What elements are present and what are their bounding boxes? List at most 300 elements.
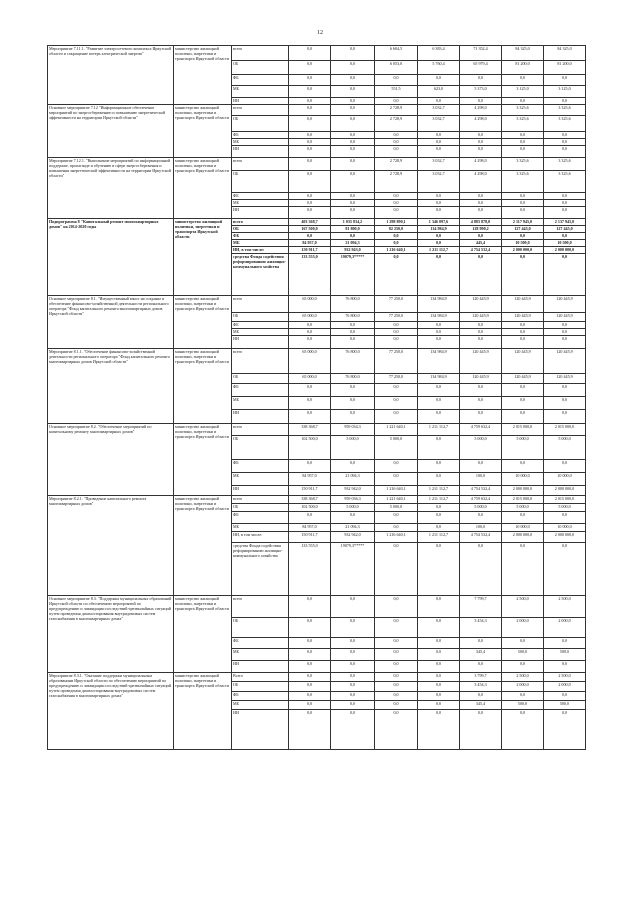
amount-cell: 127 445,0 bbox=[502, 226, 544, 233]
amount-cell: 0,0 bbox=[418, 329, 460, 336]
amount-cell: 0,0 bbox=[289, 701, 331, 710]
amount-cell: 0,0 bbox=[502, 254, 544, 296]
amount-cell: 1 216 640,1 bbox=[375, 486, 418, 496]
amount-cell: 0,0 bbox=[544, 193, 586, 200]
amount-cell: 0,0 bbox=[375, 240, 418, 247]
funding-source: ИИ bbox=[232, 146, 289, 158]
amount-cell: 0,0 bbox=[289, 512, 331, 524]
amount-cell: 5 000,0 bbox=[331, 504, 375, 512]
amount-cell: 0,0 bbox=[418, 336, 460, 349]
amount-cell: 0,0 bbox=[460, 692, 502, 701]
amount-cell: 76 800,0 bbox=[331, 349, 375, 374]
amount-cell: 1 221 640,1 bbox=[375, 496, 418, 504]
amount-cell: 76 800,0 bbox=[331, 374, 375, 384]
amount-cell: 0,0 bbox=[289, 329, 331, 336]
amount-cell: 3 454,3 bbox=[460, 618, 502, 638]
amount-cell: 0,0 bbox=[418, 254, 460, 296]
amount-cell: 0,0 bbox=[289, 132, 331, 139]
amount-cell: 84 957,0 bbox=[289, 473, 331, 486]
amount-cell: 0,0 bbox=[418, 649, 460, 661]
amount-cell: 2 000,0 bbox=[502, 682, 544, 692]
activity-name: Мероприятие 8.3.1. "Оказание поддержки муниципальным образованиям Иркутской области по обеспечению мероприятий по предупреждению и ликвидации последствий чрезвычайных ситуаций путем проведения диагностирования внутридомовых систем газоснабжения в многоквартирных домах" bbox=[48, 673, 174, 750]
amount-cell: 0,0 bbox=[418, 638, 460, 649]
amount-cell: 0,0 bbox=[460, 710, 502, 750]
amount-cell: 0,0 bbox=[502, 193, 544, 200]
table-body bbox=[48, 46, 586, 750]
amount-cell: 3 032,7 bbox=[418, 158, 460, 171]
funding-source: ФБ bbox=[232, 132, 289, 139]
amount-cell: 2 728,9 bbox=[375, 158, 418, 171]
amount-cell: 0,0 bbox=[418, 543, 460, 596]
amount-cell: 120 445,9 bbox=[460, 313, 502, 322]
amount-cell: 0,0 bbox=[375, 139, 418, 146]
amount-cell: 0,0 bbox=[418, 139, 460, 146]
amount-cell: 3 032,7 bbox=[418, 171, 460, 193]
amount-cell: 7 799,7 bbox=[460, 596, 502, 618]
amount-cell: 120 445,9 bbox=[460, 349, 502, 374]
amount-cell: 84 325,0 bbox=[502, 46, 544, 61]
amount-cell: 0,0 bbox=[502, 638, 544, 649]
amount-cell: 120 445,9 bbox=[544, 296, 586, 313]
executor: министерство жилищной политики, энергетики и транспорта Иркутской области bbox=[174, 424, 232, 496]
amount-cell: 0,0 bbox=[289, 139, 331, 146]
executor: министерство жилищной политики, энергетики и транспорта Иркутской области bbox=[174, 296, 232, 349]
amount-cell: 0,0 bbox=[418, 98, 460, 105]
activity-name: Мероприятие 7.12.1. "Выполнение мероприятий по информационной поддержке, пропаганде и обучению в сфере энергосбережения и повышения энергетической эффективности на территории Иркутской области" bbox=[48, 158, 174, 219]
amount-cell: 0,0 bbox=[331, 384, 375, 397]
amount-cell: 0,0 bbox=[418, 240, 460, 247]
amount-cell: 120 445,9 bbox=[544, 349, 586, 374]
amount-cell: 84 957,0 bbox=[289, 524, 331, 532]
amount-cell: 1 216 640,1 bbox=[375, 247, 418, 254]
funding-source: ОБ bbox=[232, 374, 289, 384]
table-row bbox=[48, 219, 586, 226]
amount-cell: 4 298,0 bbox=[460, 171, 502, 193]
amount-cell: 0,0 bbox=[502, 661, 544, 673]
funding-source: ИИ bbox=[232, 410, 289, 424]
amount-cell: 0,0 bbox=[460, 410, 502, 424]
amount-cell: 65 000,0 bbox=[289, 296, 331, 313]
amount-cell: 6 383,4 bbox=[418, 46, 460, 61]
amount-cell: 0,0 bbox=[502, 329, 544, 336]
amount-cell: 5 000,0 bbox=[502, 504, 544, 512]
amount-cell: 959 034,3 bbox=[331, 424, 375, 436]
amount-cell: 0,0 bbox=[331, 132, 375, 139]
amount-cell: 0,0 bbox=[289, 207, 331, 219]
funding-source: всего bbox=[232, 424, 289, 436]
amount-cell: 0,0 bbox=[289, 673, 331, 682]
amount-cell: 0,0 bbox=[375, 410, 418, 424]
amount-cell: 21 094,3 bbox=[331, 524, 375, 532]
amount-cell: 0,0 bbox=[502, 543, 544, 596]
amount-cell: 623,0 bbox=[418, 86, 460, 98]
activity-name: Основное мероприятие 8.2. "Обеспечение мероприятий по капитальному ремонту многоквартирных домов" bbox=[48, 424, 174, 496]
amount-cell: 0,0 bbox=[544, 200, 586, 207]
amount-cell: 932 943,0 bbox=[331, 247, 375, 254]
amount-cell: 0,0 bbox=[544, 638, 586, 649]
amount-cell: 120 445,9 bbox=[502, 374, 544, 384]
funding-source: ФБ bbox=[232, 75, 289, 86]
executor: министерство жилищной политики, энергетики и транспорта Иркутской области bbox=[174, 673, 232, 750]
amount-cell: 0,0 bbox=[460, 193, 502, 200]
amount-cell: 0,0 bbox=[502, 692, 544, 701]
funding-source: МБ bbox=[232, 240, 289, 247]
amount-cell: 0,0 bbox=[375, 200, 418, 207]
amount-cell: 2 000,0 bbox=[502, 618, 544, 638]
amount-cell: 0,0 bbox=[544, 329, 586, 336]
amount-cell: 84 957,0 bbox=[289, 240, 331, 247]
amount-cell: 2 000,0 bbox=[544, 618, 586, 638]
amount-cell: 0,0 bbox=[331, 171, 375, 193]
funding-source: ФБ bbox=[232, 692, 289, 701]
funding-source: МБ bbox=[232, 397, 289, 410]
table-row bbox=[48, 673, 586, 682]
amount-cell: 76 800,0 bbox=[331, 296, 375, 313]
amount-cell: 0,0 bbox=[418, 512, 460, 524]
amount-cell: 0,0 bbox=[331, 410, 375, 424]
amount-cell: 0,0 bbox=[460, 139, 502, 146]
amount-cell: 71 352,4 bbox=[460, 46, 502, 61]
amount-cell: 2 000 000,0 bbox=[544, 486, 586, 496]
amount-cell: 0,0 bbox=[375, 596, 418, 618]
amount-cell: 2 000 000,0 bbox=[544, 247, 586, 254]
amount-cell: 1 216 640,1 bbox=[375, 532, 418, 543]
amount-cell: 6 053,0 bbox=[375, 61, 418, 75]
funding-source: ФБ bbox=[232, 384, 289, 397]
amount-cell: 0,0 bbox=[460, 146, 502, 158]
amount-cell: 2 015 000,0 bbox=[502, 424, 544, 436]
amount-cell: 0,0 bbox=[418, 692, 460, 701]
amount-cell: 120 445,9 bbox=[502, 296, 544, 313]
activity-name: Мероприятие 8.1.1. "Обеспечение финансово-хозяйственной деятельности регионального оператора "Фонд капитального ремонта многоквартирных домов Иркутской области" bbox=[48, 349, 174, 424]
amount-cell: 120 445,9 bbox=[544, 313, 586, 322]
amount-cell: 0,0 bbox=[502, 233, 544, 240]
amount-cell: 150 911,7 bbox=[289, 532, 331, 543]
amount-cell: 0,0 bbox=[375, 460, 418, 473]
amount-cell: 0,0 bbox=[289, 86, 331, 98]
amount-cell: 3 325,6 bbox=[502, 116, 544, 132]
amount-cell: 0,0 bbox=[331, 46, 375, 61]
funding-source: МБ bbox=[232, 86, 289, 98]
amount-cell: 77 250,0 bbox=[375, 374, 418, 384]
amount-cell: 0,0 bbox=[460, 661, 502, 673]
amount-cell: 0,0 bbox=[375, 618, 418, 638]
amount-cell: 76 800,0 bbox=[331, 313, 375, 322]
amount-cell: 0,0 bbox=[375, 322, 418, 329]
amount-cell: 0,0 bbox=[544, 75, 586, 86]
amount-cell: 0,0 bbox=[375, 661, 418, 673]
amount-cell: 133 555,0 bbox=[289, 254, 331, 296]
amount-cell: 0,0 bbox=[460, 460, 502, 473]
funding-source: всего bbox=[232, 219, 289, 226]
amount-cell: 500,0 bbox=[544, 701, 586, 710]
amount-cell: 5 000,0 bbox=[502, 436, 544, 460]
amount-cell: 0,0 bbox=[418, 710, 460, 750]
amount-cell: 0,0 bbox=[544, 543, 586, 596]
amount-cell: 0,0 bbox=[418, 596, 460, 618]
amount-cell: 3 799,7 bbox=[460, 673, 502, 682]
amount-cell: 0,0 bbox=[502, 200, 544, 207]
amount-cell: 2 728,9 bbox=[375, 171, 418, 193]
amount-cell: 932 942,0 bbox=[331, 532, 375, 543]
amount-cell: 4 883 878,0 bbox=[460, 219, 502, 226]
amount-cell: 0,0 bbox=[418, 397, 460, 410]
funding-source: всего bbox=[232, 158, 289, 171]
funding-source: всего bbox=[232, 105, 289, 116]
amount-cell: 0,0 bbox=[331, 233, 375, 240]
amount-cell: 81 200,0 bbox=[544, 61, 586, 75]
amount-cell: 0,0 bbox=[502, 460, 544, 473]
amount-cell: 0,0 bbox=[331, 116, 375, 132]
amount-cell: 0,0 bbox=[460, 254, 502, 296]
amount-cell: 0,0 bbox=[502, 397, 544, 410]
amount-cell: 2 500,0 bbox=[544, 673, 586, 682]
amount-cell: 0,0 bbox=[375, 329, 418, 336]
amount-cell: 0,0 bbox=[289, 61, 331, 75]
amount-cell: 0,0 bbox=[418, 524, 460, 532]
amount-cell: 445,4 bbox=[460, 240, 502, 247]
executor: министерство жилищной политики, энергетики и транспорта Иркутской области bbox=[174, 219, 232, 296]
amount-cell: 2 137 945,0 bbox=[544, 219, 586, 226]
amount-cell: 0,0 bbox=[375, 336, 418, 349]
amount-cell: 4 754 532,4 bbox=[460, 247, 502, 254]
funding-source: МБ bbox=[232, 524, 289, 532]
amount-cell: 3 325,6 bbox=[502, 105, 544, 116]
amount-cell: 0,0 bbox=[502, 207, 544, 219]
amount-cell: 0,0 bbox=[331, 682, 375, 692]
amount-cell: 10 500,0 bbox=[502, 240, 544, 247]
table-row bbox=[48, 496, 586, 504]
amount-cell: 0,0 bbox=[331, 139, 375, 146]
amount-cell: 0,0 bbox=[460, 233, 502, 240]
amount-cell: 5 000,0 bbox=[544, 504, 586, 512]
amount-cell: 3 325,6 bbox=[502, 158, 544, 171]
amount-cell: 0,0 bbox=[375, 75, 418, 86]
amount-cell: 0,0 bbox=[289, 105, 331, 116]
amount-cell: 21 094,3 bbox=[331, 240, 375, 247]
activity-name: Основное мероприятие 8.1. "Имущественный взнос на создание и обеспечение финансово-хозяйственной деятельности регионального оператора "Фонд капитального ремонта многоквартирных домов Иркутской области" bbox=[48, 296, 174, 349]
amount-cell: 84 325,0 bbox=[544, 46, 586, 61]
funding-source: ФБ bbox=[232, 638, 289, 649]
funding-source: ОБ bbox=[232, 618, 289, 638]
amount-cell: 1 211 112,7 bbox=[418, 496, 460, 504]
amount-cell: 0,0 bbox=[289, 336, 331, 349]
amount-cell: 2 000 000,0 bbox=[502, 247, 544, 254]
amount-cell: 0,0 bbox=[502, 384, 544, 397]
amount-cell: 0,0 bbox=[375, 701, 418, 710]
amount-cell: 0,0 bbox=[502, 512, 544, 524]
table-row bbox=[48, 424, 586, 436]
amount-cell: 5 000,0 bbox=[375, 436, 418, 460]
amount-cell: 0,0 bbox=[418, 132, 460, 139]
amount-cell: 3 325,6 bbox=[544, 105, 586, 116]
amount-cell: 500,0 bbox=[544, 649, 586, 661]
amount-cell: 5 000,0 bbox=[375, 504, 418, 512]
amount-cell: 0,0 bbox=[418, 410, 460, 424]
amount-cell: 3 032,7 bbox=[418, 105, 460, 116]
funding-source: ИИ bbox=[232, 336, 289, 349]
amount-cell: 0,0 bbox=[460, 638, 502, 649]
amount-cell: 81 200,0 bbox=[502, 61, 544, 75]
amount-cell: 0,0 bbox=[289, 410, 331, 424]
activity-name: Подпрограмма 8 "Капитальный ремонт многоквартирных домов" на 2014-2020 годы bbox=[48, 219, 174, 296]
funding-source: Всего bbox=[232, 673, 289, 682]
amount-cell: 0,0 bbox=[418, 618, 460, 638]
funding-source: ОБ bbox=[232, 61, 289, 75]
amount-cell: 120 445,9 bbox=[460, 296, 502, 313]
amount-cell: 2 015 000,0 bbox=[502, 496, 544, 504]
amount-cell: 0,0 bbox=[502, 146, 544, 158]
amount-cell: 0,0 bbox=[289, 710, 331, 750]
funding-source: всего bbox=[232, 46, 289, 61]
amount-cell: 0,0 bbox=[331, 146, 375, 158]
funding-source: ОБ bbox=[232, 226, 289, 233]
amount-cell: 0,0 bbox=[375, 146, 418, 158]
amount-cell: 1 298 890,1 bbox=[375, 219, 418, 226]
funding-source: ИИ, в том числе: bbox=[232, 532, 289, 543]
amount-cell: 0,0 bbox=[502, 710, 544, 750]
amount-cell: 102 500,0 bbox=[289, 436, 331, 460]
amount-cell: 133 555,0 bbox=[289, 543, 331, 596]
amount-cell: 2 015 000,0 bbox=[544, 424, 586, 436]
amount-cell: 0,0 bbox=[544, 322, 586, 329]
amount-cell: 0,0 bbox=[331, 710, 375, 750]
amount-cell: 1 211 112,7 bbox=[418, 532, 460, 543]
amount-cell: 127 445,0 bbox=[544, 226, 586, 233]
amount-cell: 0,0 bbox=[460, 207, 502, 219]
amount-cell: 0,0 bbox=[375, 397, 418, 410]
amount-cell: 338 368,7 bbox=[289, 496, 331, 504]
table-row bbox=[48, 349, 586, 374]
page-number: 12 bbox=[317, 30, 323, 36]
amount-cell: 0,0 bbox=[375, 543, 418, 596]
amount-cell: 5 000,0 bbox=[331, 436, 375, 460]
amount-cell: 1 035 834,2 bbox=[331, 219, 375, 226]
amount-cell: 0,0 bbox=[460, 512, 502, 524]
amount-cell: 0,0 bbox=[289, 75, 331, 86]
amount-cell: 10 000,0 bbox=[502, 524, 544, 532]
amount-cell: 0,0 bbox=[375, 473, 418, 486]
amount-cell: 120 445,9 bbox=[502, 349, 544, 374]
amount-cell: 500,0 bbox=[502, 649, 544, 661]
amount-cell: 134 984,9 bbox=[418, 313, 460, 322]
amount-cell: 0,0 bbox=[418, 504, 460, 512]
amount-cell: 3 325,6 bbox=[544, 171, 586, 193]
funding-source: ФБ bbox=[232, 322, 289, 329]
amount-cell: 0,0 bbox=[418, 661, 460, 673]
amount-cell: 0,0 bbox=[375, 524, 418, 532]
amount-cell: 0,0 bbox=[331, 673, 375, 682]
amount-cell: 0,0 bbox=[331, 701, 375, 710]
amount-cell: 0,0 bbox=[331, 86, 375, 98]
amount-cell: 0,0 bbox=[289, 116, 331, 132]
amount-cell: 0,0 bbox=[418, 322, 460, 329]
funding-source: ОБ bbox=[232, 171, 289, 193]
amount-cell: 0,0 bbox=[289, 384, 331, 397]
funding-source: ИИ bbox=[232, 486, 289, 496]
funding-source: ИИ bbox=[232, 710, 289, 750]
amount-cell: 0,0 bbox=[331, 512, 375, 524]
amount-cell: 5 000,0 bbox=[460, 436, 502, 460]
activity-name: Мероприятие 8.2.1. "Проведение капитального ремонта многоквартирных домов" bbox=[48, 496, 174, 596]
amount-cell: 0,0 bbox=[331, 207, 375, 219]
funding-source: МБ bbox=[232, 701, 289, 710]
amount-cell: 0,0 bbox=[418, 193, 460, 200]
amount-cell: 338 368,7 bbox=[289, 424, 331, 436]
amount-cell: 1 211 112,7 bbox=[418, 424, 460, 436]
amount-cell: 0,0 bbox=[544, 139, 586, 146]
amount-cell: 1 211 112,7 bbox=[418, 247, 460, 254]
amount-cell: 0,0 bbox=[502, 98, 544, 105]
amount-cell: 0,0 bbox=[289, 596, 331, 618]
amount-cell: 0,0 bbox=[375, 384, 418, 397]
amount-cell: 3 325,6 bbox=[544, 158, 586, 171]
amount-cell: 3 125,0 bbox=[502, 86, 544, 98]
funding-source: МБ bbox=[232, 649, 289, 661]
amount-cell: 0,0 bbox=[289, 638, 331, 649]
amount-cell: 0,0 bbox=[289, 171, 331, 193]
funding-source: средства Фонда содействия реформированию жилищно-коммунального хозйства bbox=[232, 254, 289, 296]
amount-cell: 3 325,6 bbox=[544, 116, 586, 132]
amount-cell: 0,0 bbox=[331, 661, 375, 673]
amount-cell: 0,0 bbox=[289, 322, 331, 329]
table-row bbox=[48, 296, 586, 313]
amount-cell: 0,0 bbox=[331, 638, 375, 649]
amount-cell: 0,0 bbox=[544, 710, 586, 750]
amount-cell: 0,0 bbox=[460, 543, 502, 596]
amount-cell: 0,0 bbox=[460, 75, 502, 86]
amount-cell: 0,0 bbox=[544, 410, 586, 424]
amount-cell: 0,0 bbox=[375, 98, 418, 105]
amount-cell: 0,0 bbox=[418, 233, 460, 240]
amount-cell: 0,0 bbox=[331, 460, 375, 473]
executor: министерство жилищной политики, энергетики и транспорта Иркутской области bbox=[174, 596, 232, 673]
amount-cell: 10 000,0 bbox=[544, 473, 586, 486]
amount-cell: 2 500,0 bbox=[502, 596, 544, 618]
amount-cell: 0,0 bbox=[418, 673, 460, 682]
amount-cell: 0,0 bbox=[375, 682, 418, 692]
amount-cell: 0,0 bbox=[375, 254, 418, 296]
amount-cell: 0,0 bbox=[289, 682, 331, 692]
amount-cell: 2 117 945,0 bbox=[502, 219, 544, 226]
amount-cell: 100,0 bbox=[460, 524, 502, 532]
amount-cell: 10 000,0 bbox=[544, 524, 586, 532]
amount-cell: 0,0 bbox=[331, 98, 375, 105]
amount-cell: 0,0 bbox=[331, 618, 375, 638]
amount-cell: 0,0 bbox=[460, 336, 502, 349]
amount-cell: 0,0 bbox=[544, 512, 586, 524]
amount-cell: 0,0 bbox=[289, 397, 331, 410]
amount-cell: 2 500,0 bbox=[502, 673, 544, 682]
amount-cell: 0,0 bbox=[502, 336, 544, 349]
amount-cell: 0,0 bbox=[460, 132, 502, 139]
amount-cell: 2 000 000,0 bbox=[502, 486, 544, 496]
funding-source: ФБ bbox=[232, 460, 289, 473]
funding-source: всего bbox=[232, 596, 289, 618]
amount-cell: 0,0 bbox=[418, 436, 460, 460]
amount-cell: 6 604,5 bbox=[375, 46, 418, 61]
amount-cell: 0,0 bbox=[544, 397, 586, 410]
amount-cell: 0,0 bbox=[289, 46, 331, 61]
amount-cell: 0,0 bbox=[544, 661, 586, 673]
amount-cell: 0,0 bbox=[289, 158, 331, 171]
amount-cell: 0,0 bbox=[331, 596, 375, 618]
amount-cell: 102 500,0 bbox=[289, 504, 331, 512]
funding-source: ФБ bbox=[232, 193, 289, 200]
executor: министерство жилищной политики, энергетики и транспорта Иркутской области bbox=[174, 158, 232, 219]
funding-source: ФБ bbox=[232, 233, 289, 240]
amount-cell: 82 250,0 bbox=[375, 226, 418, 233]
